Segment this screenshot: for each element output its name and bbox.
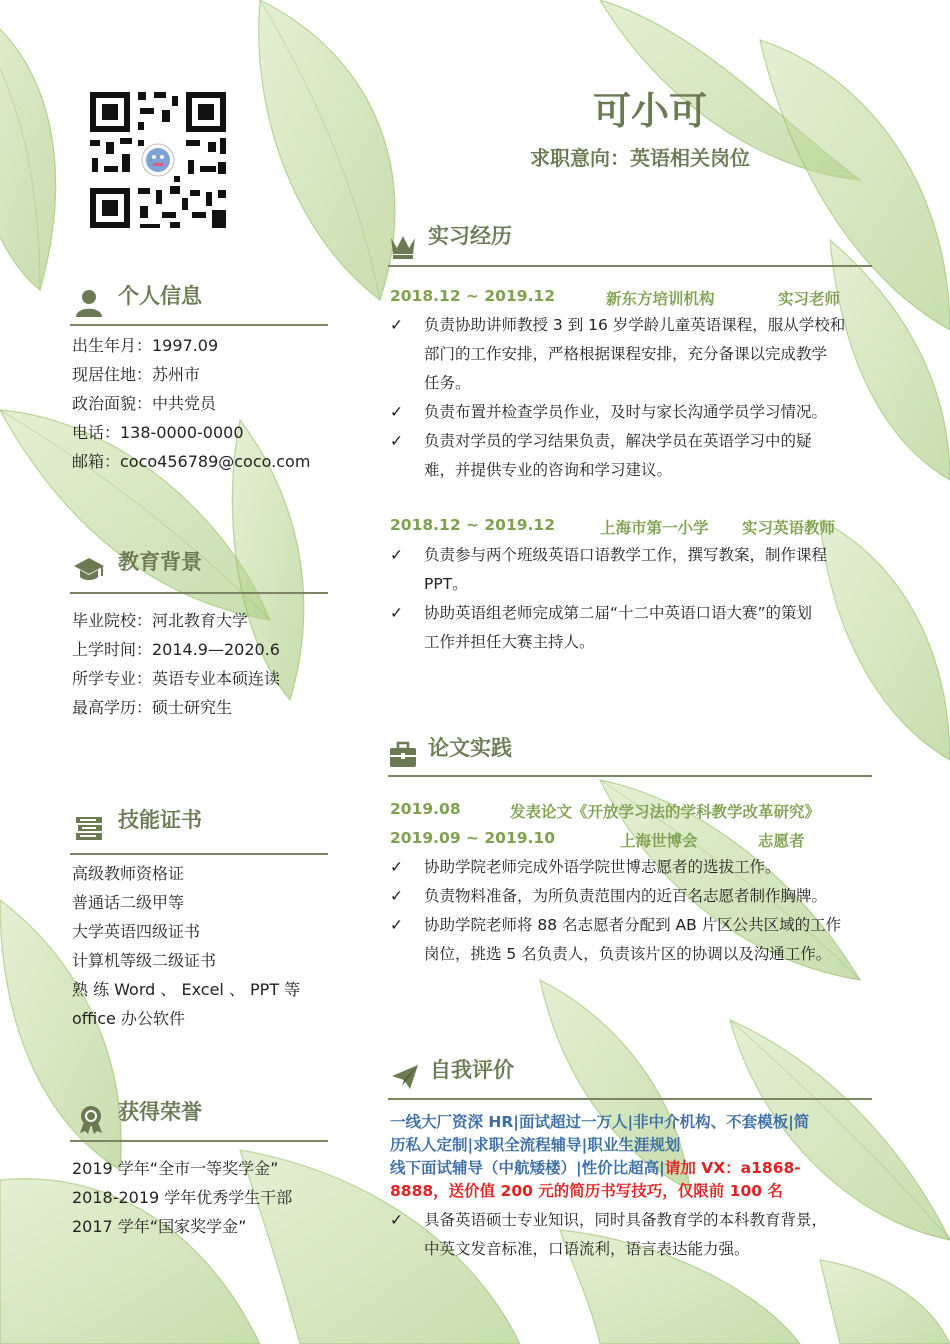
- section-divider: [70, 853, 328, 855]
- section-title: 个人信息: [118, 284, 202, 308]
- check-icon: ✓: [390, 916, 403, 934]
- bullet-text: PPT。: [424, 575, 468, 593]
- internship-date: 2018.12 ~ 2019.12: [390, 516, 555, 534]
- job-intent: 求职意向：英语相关岗位: [530, 146, 750, 170]
- list-item: [390, 541, 876, 570]
- major: 所学专业：英语专业本硕连读: [72, 669, 281, 688]
- honor-item: 2017 学年“国家奖学金”: [72, 1217, 247, 1236]
- skills-list: [72, 859, 300, 1033]
- check-icon: ✓: [390, 432, 403, 450]
- list-item: [390, 853, 876, 882]
- skill-item: 普通话二级甲等: [72, 893, 185, 912]
- list-item: [390, 311, 876, 340]
- candidate-name: 可小可: [592, 89, 707, 133]
- internship-date: 2018.12 ~ 2019.12: [390, 287, 555, 305]
- check-icon: ✓: [390, 403, 403, 421]
- section-divider: [70, 592, 328, 594]
- bullet-text: 负责协助讲师教授 3 到 16 岁学龄儿童英语课程，服从学校和: [424, 316, 846, 334]
- thesis-date: 2019.08: [390, 800, 461, 818]
- internship-role: 实习老师: [778, 290, 841, 308]
- bullet-text: 具备英语硕士专业知识，同时具备教育学的本科教育背景，: [424, 1211, 828, 1229]
- volunteer-date: 2019.09 ~ 2019.10: [390, 829, 555, 847]
- promo-line: 一线大厂资深 HR|面试超过一万人|非中介机构、不套模板|简: [390, 1113, 810, 1131]
- skill-item: 大学英语四级证书: [72, 922, 201, 941]
- honors-list: [72, 1154, 292, 1241]
- section-title: 自我评价: [430, 1058, 514, 1082]
- check-icon: ✓: [390, 887, 403, 905]
- bullet-text: 岗位，挑选 5 名负责人，负责该片区的协调以及沟通工作。: [424, 945, 832, 963]
- list-item: [390, 911, 876, 940]
- section-divider: [388, 1098, 872, 1100]
- bullet-text: 协助英语组老师完成第二届“十二中英语口语大赛”的策划: [424, 604, 813, 622]
- internship-bullets: [390, 541, 876, 657]
- list-item: [390, 427, 876, 456]
- personal-info-list: [72, 331, 310, 476]
- list-item: [390, 940, 876, 969]
- section-title: 教育背景: [118, 550, 202, 574]
- email: 邮箱：coco456789@coco.com: [72, 452, 311, 471]
- bullet-text: 负责对学员的学习结果负责，解决学员在英语学习中的疑: [424, 432, 812, 450]
- promo-line: 历私人定制|求职全流程辅导|职业生涯规划: [390, 1136, 681, 1154]
- check-icon: ✓: [390, 316, 403, 334]
- list-item: [390, 882, 876, 911]
- section-divider: [70, 1140, 328, 1142]
- section-title: 实习经历: [428, 224, 512, 248]
- volunteer-role: 志愿者: [758, 832, 805, 850]
- skill-item: office 办公软件: [72, 1009, 185, 1028]
- graduation-cap-icon: [74, 554, 104, 584]
- school: 毕业院校：河北教育大学: [72, 611, 249, 630]
- section-divider: [70, 324, 328, 326]
- internship-role: 实习英语教师: [742, 519, 836, 537]
- list-item: [390, 398, 876, 427]
- qr-code: [78, 80, 238, 240]
- internship-org: 上海市第一小学: [600, 519, 709, 537]
- section-title: 技能证书: [118, 808, 202, 832]
- qr-code-icon: [78, 80, 238, 240]
- education-list: [72, 606, 280, 722]
- section-divider: [388, 265, 872, 267]
- paper-plane-icon: [390, 1062, 420, 1092]
- bullet-text: 中英文发音标准，口语流利，语言表达能力强。: [424, 1240, 750, 1258]
- check-icon: ✓: [390, 1211, 403, 1229]
- promo-line: [390, 1157, 876, 1180]
- check-icon: ✓: [390, 546, 403, 564]
- political-status: 政治面貌：中共党员: [72, 394, 217, 413]
- thesis-bullets: [390, 853, 876, 969]
- degree: 最高学历：硕士研究生: [72, 698, 233, 717]
- bullet-text: 负责物料准备，为所负责范围内的近百名志愿者制作胸牌。: [424, 887, 828, 905]
- promo-text: [390, 1111, 876, 1203]
- briefcase-icon: [388, 740, 418, 770]
- bullet-text: 负责布置并检查学员作业，及时与家长沟通学员学习情况。: [424, 403, 828, 421]
- bullet-text: 任务。: [424, 374, 471, 392]
- internship-org: 新东方培训机构: [606, 290, 715, 308]
- honor-item: 2018-2019 学年优秀学生干部: [72, 1188, 293, 1207]
- skill-item: 计算机等级二级证书: [72, 951, 217, 970]
- birth-date: 出生年月：1997.09: [72, 336, 219, 355]
- person-icon: [74, 288, 104, 318]
- books-icon: [74, 814, 104, 844]
- skill-item: 熟 练 Word 、 Excel 、 PPT 等: [72, 980, 301, 999]
- medal-icon: [76, 1104, 106, 1134]
- bullet-text: 工作并担任大赛主持人。: [424, 633, 595, 651]
- section-title: 获得荣誉: [118, 1100, 202, 1124]
- bullet-text: 协助学院老师完成外语学院世博志愿者的选拔工作。: [424, 858, 781, 876]
- skill-item: 高级教师资格证: [72, 864, 185, 883]
- bullet-text: 部门的工作安排，严格根据课程安排，充分备课以完成教学: [424, 345, 828, 363]
- list-item: [390, 456, 876, 485]
- self-eval-bullets: [390, 1206, 876, 1264]
- honor-item: 2019 学年“全市一等奖学金”: [72, 1159, 279, 1178]
- thesis-publication: 发表论文《开放学习法的学科教学改革研究》: [510, 803, 821, 821]
- section-divider: [388, 775, 872, 777]
- study-period: 上学时间：2014.9—2020.6: [72, 640, 280, 659]
- internship-bullets: [390, 311, 876, 485]
- list-item: [390, 1235, 876, 1264]
- check-icon: ✓: [390, 604, 403, 622]
- promo-line: 8888，送价值 200 元的简历书写技巧，仅限前 100 名: [390, 1182, 783, 1200]
- list-item: [390, 570, 876, 599]
- list-item: [390, 340, 876, 369]
- list-item: [390, 628, 876, 657]
- promo-line-blue: 线下面试辅导（中航矮楼）|性价比超高|: [390, 1159, 665, 1177]
- promo-line-red: 请加 VX：a1868-: [664, 1159, 801, 1177]
- crown-icon: [388, 230, 418, 260]
- list-item: [390, 369, 876, 398]
- phone: 电话：138-0000-0000: [72, 423, 244, 442]
- section-title: 论文实践: [428, 736, 512, 760]
- list-item: [390, 599, 876, 628]
- volunteer-org: 上海世博会: [620, 832, 698, 850]
- bullet-text: 负责参与两个班级英语口语教学工作，撰写教案，制作课程: [424, 546, 828, 564]
- residence: 现居住地：苏州市: [72, 365, 201, 384]
- check-icon: ✓: [390, 858, 403, 876]
- list-item: [390, 1206, 876, 1235]
- bullet-text: 协助学院老师将 88 名志愿者分配到 AB 片区公共区域的工作: [424, 916, 842, 934]
- bullet-text: 难，并提供专业的咨询和学习建议。: [424, 461, 673, 479]
